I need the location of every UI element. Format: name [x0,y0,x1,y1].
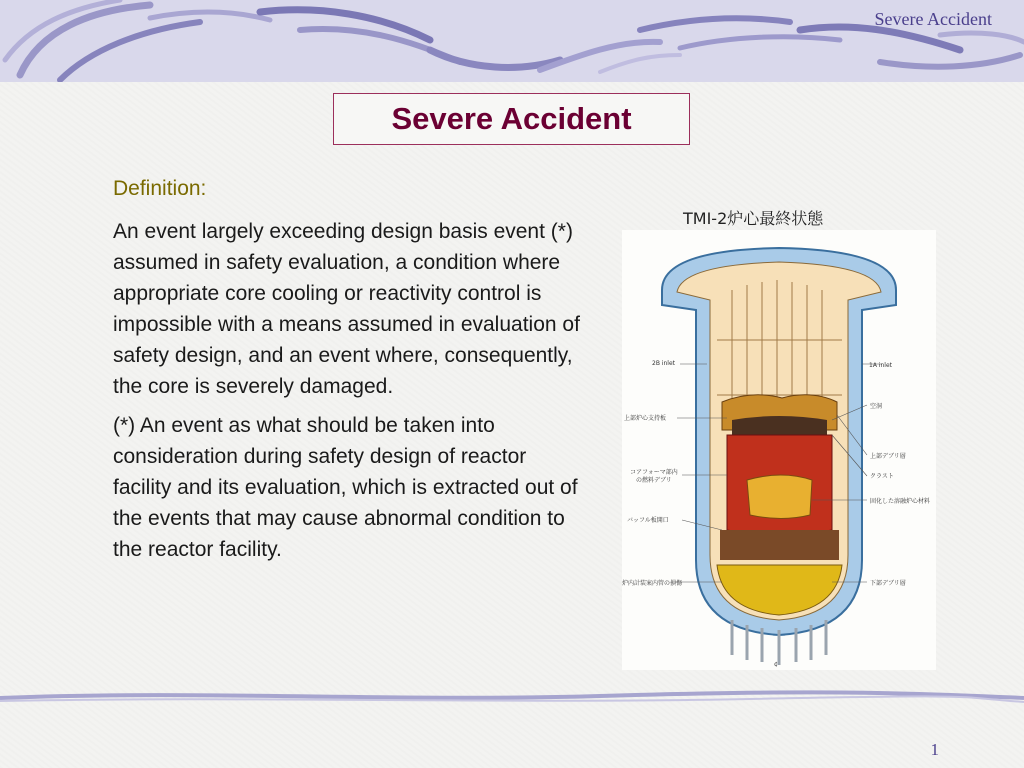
reactor-core-figure [622,230,936,670]
label-core-former: コアフォーマ部内 [630,469,678,476]
label-upper-debris: 上部デブリ層 [870,453,906,460]
label-cavity: 空洞 [870,403,883,410]
label-upper-core-support: 上部炉心支持板 [624,415,667,422]
bottom-swoosh-icon [0,688,1024,708]
cavity [732,416,827,435]
label-1a-inlet: 1A inlet [869,362,893,369]
lower-core [720,530,839,560]
label-resolidified: 固化した溶融炉心材料 [870,498,931,505]
label-core-former-2: の燃料デブリ [636,477,672,484]
footnote-paragraph: (*) An event as what should be taken into consideration during safety design of reactor facility and its evaluation, which is extracted out of the events that may cause abnormal condition to the reactor facility. [113,414,578,561]
label-centerline: ¢ [774,661,778,668]
reactor-vessel-diagram [622,230,936,670]
definition-paragraph: An event largely exceeding design basis event (*) assumed in safety evaluation, a condition where appropriate core cooling or reactivity control is impossible with a means assumed in evaluation of safety design, and an event where, consequently, the core is severely damaged. [113,220,580,398]
page-number: 1 [930,740,939,759]
label-instrument-tubes: 炉内計装案内管の損傷 [622,580,683,587]
decorative-bottom-band [0,688,1024,708]
decorative-top-band [0,0,1024,82]
definition-label: Definition: [113,177,207,200]
body-text [113,177,588,573]
label-lower-debris: 下部デブリ層 [870,580,906,587]
swoosh-decoration-icon [0,0,1024,82]
header-text: Severe Accident [874,9,992,29]
figure-caption: TMI-2炉心最終状態 [683,209,824,228]
title-box [333,93,690,145]
label-baffle-opening: バッフル板開口 [627,517,669,524]
resolidified-core [747,475,812,519]
label-crust: クラスト [870,473,894,480]
slide-title: Severe Accident [391,101,632,136]
label-2b-inlet: 2B inlet [652,360,676,367]
